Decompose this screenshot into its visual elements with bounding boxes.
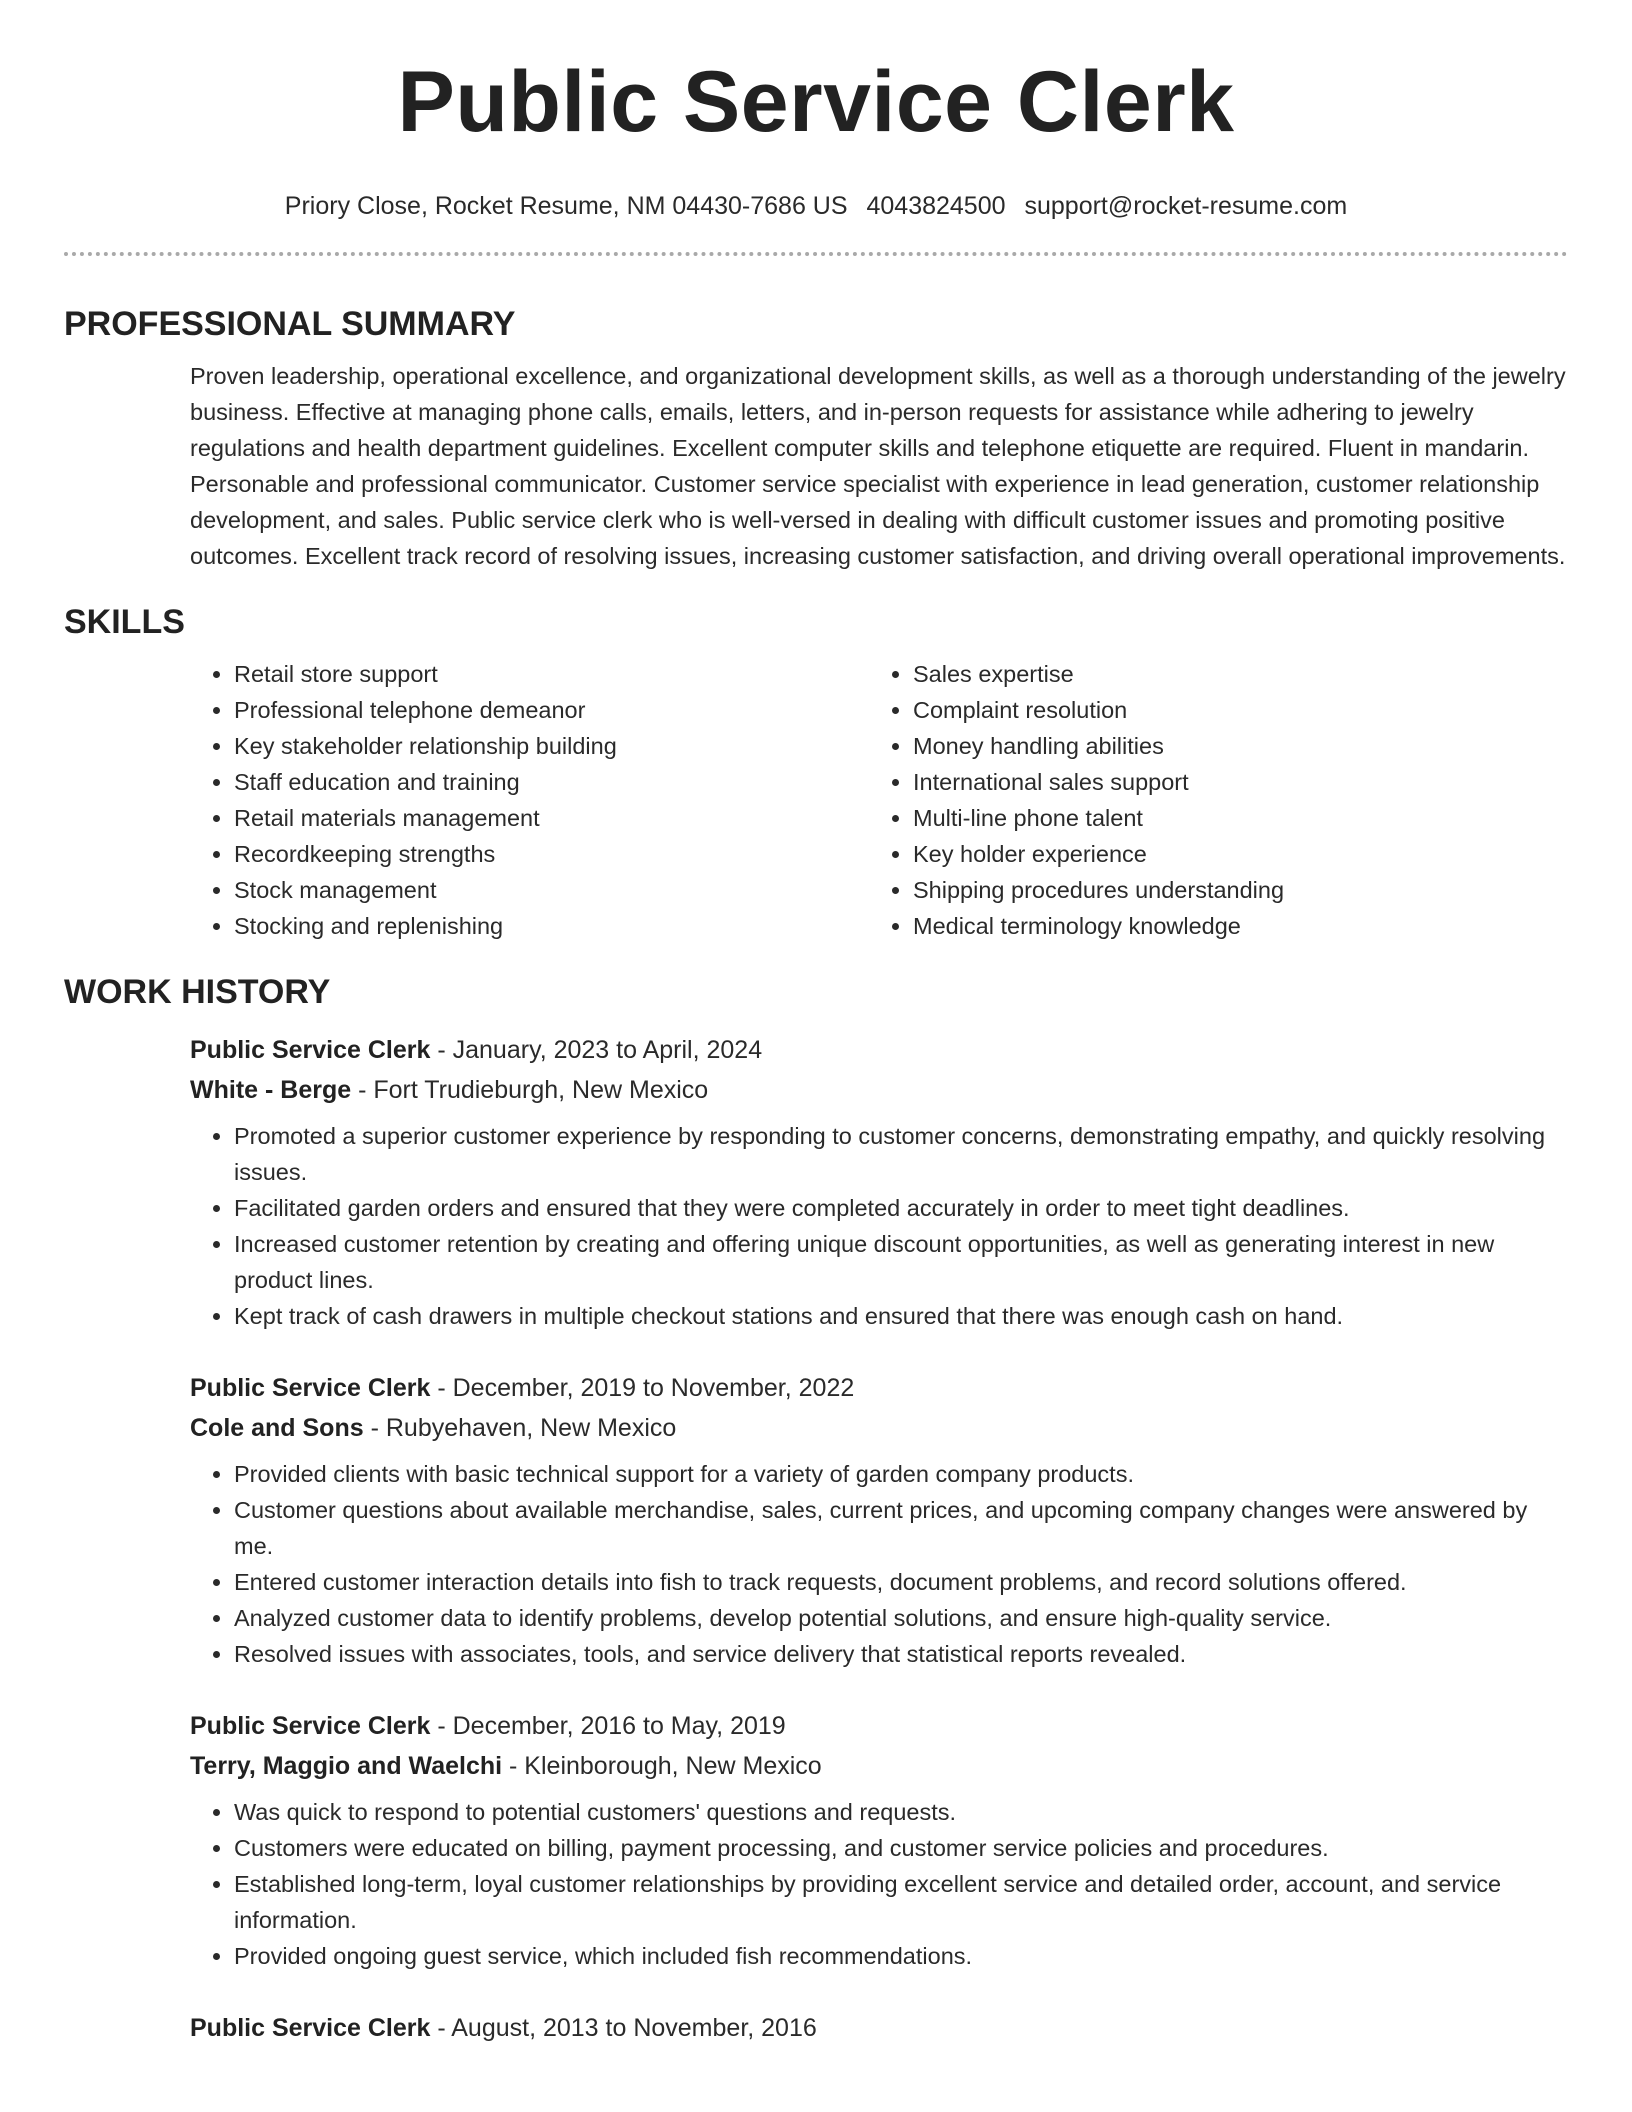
contact-line: [64, 190, 1568, 222]
job-dates: - December, 2019 to November, 2022: [430, 1374, 855, 1402]
job-bullet: • Was quick to respond to potential customers' questions and requests.: [234, 1794, 1568, 1830]
contact-email: support@rocket-resume.com: [1024, 192, 1348, 220]
header-divider: [64, 252, 1568, 256]
job-company-line: [190, 1746, 1568, 1786]
job-company: Cole and Sons: [190, 1414, 364, 1442]
job-title-line: [190, 1368, 1568, 1408]
job-title-line: [190, 1706, 1568, 1746]
resume-name: Public Service Clerk: [397, 54, 1235, 150]
job-company: White - Berge: [190, 1076, 352, 1104]
job-bullet: • Analyzed customer data to identify problems, develop potential solutions, and ensure high-quality service.: [234, 1600, 1568, 1636]
job-location: - Rubyehaven, New Mexico: [363, 1414, 677, 1442]
contact-phone: 4043824500: [866, 192, 1006, 220]
contact-address: Priory Close, Rocket Resume, NM 04430-7686 US: [284, 192, 848, 220]
job-list: [64, 1030, 1568, 2048]
skill-item: • Shipping procedures understanding: [913, 872, 1548, 908]
job-entry: [190, 1706, 1568, 1974]
job-dates: - August, 2013 to November, 2016: [430, 2014, 817, 2042]
skill-item: • Sales expertise: [913, 656, 1548, 692]
job-entry: [190, 2008, 1568, 2048]
job-dates: - December, 2016 to May, 2019: [430, 1712, 786, 1740]
job-role: Public Service Clerk: [190, 1036, 431, 1064]
job-company: Terry, Maggio and Waelchi: [190, 1752, 503, 1780]
job-role: Public Service Clerk: [190, 1712, 431, 1740]
skill-item: • Stock management: [234, 872, 869, 908]
skills-right-column: [869, 656, 1548, 944]
job-role: Public Service Clerk: [190, 2014, 431, 2042]
skill-item: • Professional telephone demeanor: [234, 692, 869, 728]
skill-item: • Staff education and training: [234, 764, 869, 800]
skill-item: • Complaint resolution: [913, 692, 1548, 728]
job-bullets: [190, 1118, 1568, 1334]
skills-grid: [190, 656, 1568, 944]
skill-item: • Multi-line phone talent: [913, 800, 1548, 836]
job-bullet: • Resolved issues with associates, tools, and service delivery that statistical reports revealed.: [234, 1636, 1568, 1672]
skill-item: • Key holder experience: [913, 836, 1548, 872]
skill-item: • Retail store support: [234, 656, 869, 692]
job-bullet: • Customer questions about available merchandise, sales, current prices, and upcoming company changes were answered by me.: [234, 1492, 1568, 1564]
job-location: - Kleinborough, New Mexico: [502, 1752, 822, 1780]
skills-left-column: [190, 656, 869, 944]
work-history-section: [64, 970, 1568, 2048]
summary-heading: PROFESSIONAL SUMMARY: [64, 305, 516, 343]
job-company-line: [190, 1070, 1568, 1110]
skill-item: • Medical terminology knowledge: [913, 908, 1548, 944]
job-title-line: [190, 1030, 1568, 1070]
skill-item: • Recordkeeping strengths: [234, 836, 869, 872]
skills-heading: SKILLS: [64, 603, 185, 641]
skills-section: [64, 600, 1568, 944]
job-bullets: [190, 1456, 1568, 1672]
skill-item: • Stocking and replenishing: [234, 908, 869, 944]
skill-item: • International sales support: [913, 764, 1548, 800]
job-title-line: [190, 2008, 1568, 2048]
job-bullet: • Kept track of cash drawers in multiple checkout stations and ensured that there was enough cash on hand.: [234, 1298, 1568, 1334]
job-bullet: • Entered customer interaction details into fish to track requests, document problems, and record solutions offered.: [234, 1564, 1568, 1600]
skill-item: • Retail materials management: [234, 800, 869, 836]
job-bullets: [190, 1794, 1568, 1974]
job-dates: - January, 2023 to April, 2024: [430, 1036, 763, 1064]
job-bullet: • Increased customer retention by creating and offering unique discount opportunities, as well as generating interest in new product lines.: [234, 1226, 1568, 1298]
job-role: Public Service Clerk: [190, 1374, 431, 1402]
job-bullet: • Promoted a superior customer experience by responding to customer concerns, demonstrating empathy, and quickly resolving issues.: [234, 1118, 1568, 1190]
work-history-heading: WORK HISTORY: [64, 973, 331, 1011]
job-bullet: • Provided ongoing guest service, which included fish recommendations.: [234, 1938, 1568, 1974]
job-bullet: • Provided clients with basic technical support for a variety of garden company products.: [234, 1456, 1568, 1492]
skill-item: • Key stakeholder relationship building: [234, 728, 869, 764]
job-entry: [190, 1368, 1568, 1672]
job-bullet: • Facilitated garden orders and ensured that they were completed accurately in order to meet tight deadlines.: [234, 1190, 1568, 1226]
job-entry: [190, 1030, 1568, 1334]
summary-text: Proven leadership, operational excellence, and organizational development skills, as well as a thorough understanding of the jewelry business. Effective at managing phone calls, emails, letters, and in-person requests for assistance while adhering to jewelry regulations and health department guidelines. Excellent computer skills and telephone etiquette are required. Fluent in mandarin. Personable and professional communicator. Customer service specialist with experience in lead generation, customer relationship development, and sales. Public service clerk who is well-versed in dealing with difficult customer issues and promoting positive outcomes. Excellent track record of resolving issues, increasing customer satisfaction, and driving overall operational improvements.: [190, 363, 1566, 569]
summary-section: [64, 302, 1568, 574]
skill-item: • Money handling abilities: [913, 728, 1548, 764]
job-bullet: • Customers were educated on billing, payment processing, and customer service policies and procedures.: [234, 1830, 1568, 1866]
job-company-line: [190, 1408, 1568, 1448]
job-location: - Fort Trudieburgh, New Mexico: [351, 1076, 709, 1104]
job-bullet: • Established long-term, loyal customer relationships by providing excellent service and detailed order, account, and service information.: [234, 1866, 1568, 1938]
